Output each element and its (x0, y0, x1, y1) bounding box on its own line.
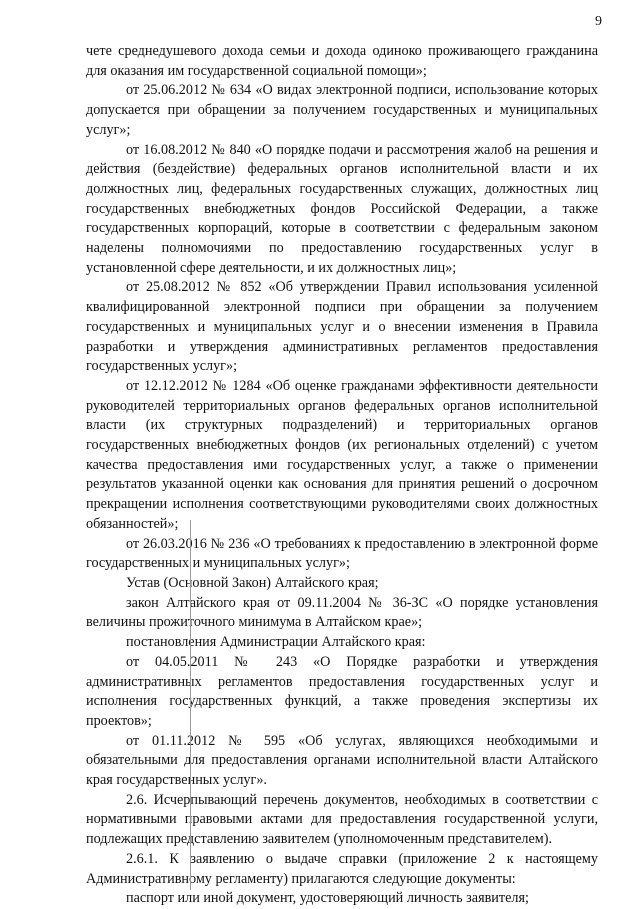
scan-artifact-line (190, 520, 191, 890)
paragraph-continuation: чете среднедушевого дохода семьи и дохода одиноко проживающего гражданина для оказания им государственной социальной помощи»; (86, 43, 598, 79)
page-number: 9 (595, 14, 602, 29)
paragraph-decree-634: от 25.06.2012 № 634 «О видах электронной подписи, использование которых допускается при обращении за получением государственных и муниципальных услуг»; (86, 82, 598, 138)
paragraph-passport: паспорт или иной документ, удостоверяющий личность заявителя; (126, 890, 529, 907)
document-body (86, 42, 598, 909)
paragraph-decree-236: от 26.03.2016 № 236 «О требованиях к предоставлению в электронной форме государственных и муниципальных услуг»; (86, 535, 598, 572)
paragraph-decree-595: от 01.11.2012 № 595 «Об услугах, являющихся необходимыми и обязательными для предоставления органами исполнительной власти Алтайского края государственных услуг». (86, 732, 598, 789)
paragraph-decree-840: от 16.08.2012 № 840 «О порядке подачи и рассмотрения жалоб на решения и действия (бездействие) федеральных органов исполнительной власти и их должностных лиц, федеральных государственных служащих, должностных лиц государственных внебюджетных фондов Российской Федерации, а также государственных корпораций, которые в соответствии с федеральным законом наделены полномочиями по предоставлению государственных услуг в установленной сфере деятельности, и их должностных лиц»; (86, 141, 598, 276)
paragraph-administration-decrees: постановления Администрации Алтайского края: (126, 634, 426, 651)
paragraph-section-2-6-1: 2.6.1. К заявлению о выдаче справки (приложение 2 к настоящему Административному регламенту) прилагаются следующие документы: (86, 850, 598, 887)
paragraph-decree-243: от 04.05.2011 № 243 «О Порядке разработки и утверждения административных регламентов предоставления государственных услуг и исполнения государственных функций, а также проведения экспертизы их проектов»; (86, 653, 598, 729)
paragraph-section-2-6: 2.6. Исчерпывающий перечень документов, необходимых в соответствии с нормативными правовыми актами для предоставления государственной услуги, подлежащих представлению заявителем (уполномоченным представителем). (86, 791, 598, 848)
paragraph-decree-852: от 25.08.2012 № 852 «Об утверждении Правил использования усиленной квалифицированной электронной подписи при обращении за получением государственных и муниципальных услуг и о внесении изменения в Правила разработки и утверждения административных регламентов предоставления государственных услуг»; (86, 279, 598, 375)
paragraph-charter: Устав (Основной Закон) Алтайского края; (126, 574, 379, 591)
paragraph-decree-1284: от 12.12.2012 № 1284 «Об оценке гражданами эффективности деятельности руководителей территориальных органов федеральных органов исполнительной власти (их структурных подразделений) и территориальных органов государственных внебюджетных фондов (их региональных отделений) с учетом качества предоставления ими государственных услуг, а также о применении результатов указанной оценки как основания для принятия решений о досрочном прекращении исполнения соответствующими руководителями своих должностных обязанностей»; (86, 377, 598, 532)
paragraph-law-36zs: закон Алтайского края от 09.11.2004 № 36-ЗС «О порядке установления величины прожиточного минимума в Алтайском крае»; (86, 594, 598, 631)
